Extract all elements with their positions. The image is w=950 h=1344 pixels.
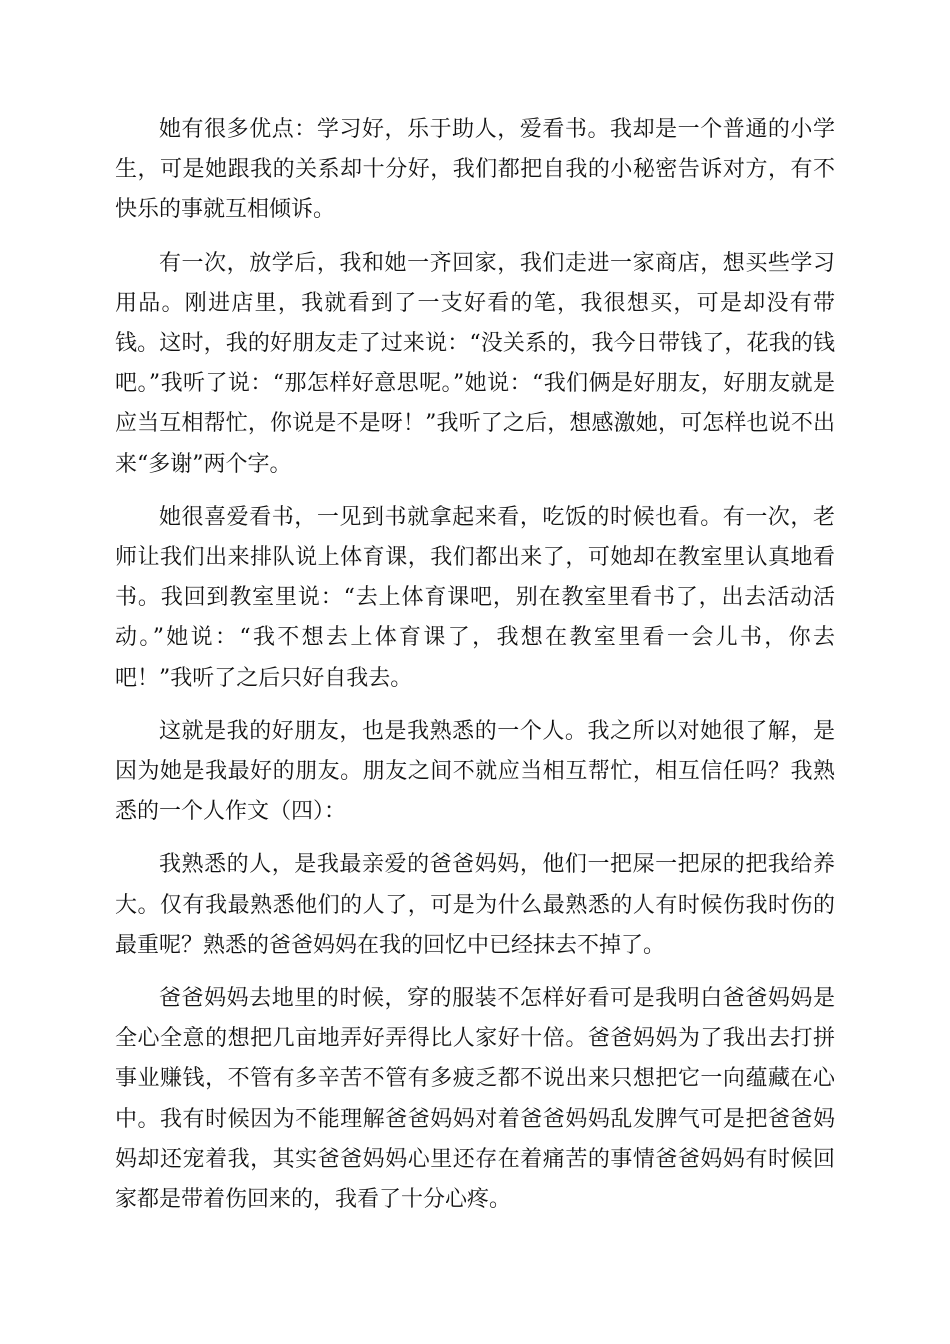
paragraph-3: 她很喜爱看书，一见到书就拿起来看，吃饭的时候也看。有一次，老师让我们出来排队说上体育课，我们都出来了，可她却在教室里认真地看书。我回到教室里说：“去上体育课吧，别在教室里看书了，出去活动活动。”她说：“我不想去上体育课了，我想在教室里看一会儿书，你去吧！”我听了之后只好自我去。 xyxy=(115,504,835,691)
paragraph-5: 我熟悉的人，是我最亲爱的爸爸妈妈，他们一把屎一把尿的把我给养大。仅有我最熟悉他们的人了，可是为什么最熟悉的人有时候伤我时伤的最重呢？熟悉的爸爸妈妈在我的回忆中已经抹去不掉了。 xyxy=(115,852,835,958)
document-page xyxy=(115,110,835,1233)
paragraph-1: 她有很多优点：学习好，乐于助人，爱看书。我却是一个普通的小学生，可是她跟我的关系却十分好，我们都把自我的小秘密告诉对方，有不快乐的事就互相倾诉。 xyxy=(115,117,835,223)
paragraph-4: 这就是我的好朋友，也是我熟悉的一个人。我之所以对她很了解，是因为她是我最好的朋友。朋友之间不就应当相互帮忙，相互信任吗？我熟悉的一个人作文（四）： xyxy=(115,718,835,825)
paragraph-6: 爸爸妈妈去地里的时候，穿的服装不怎样好看可是我明白爸爸妈妈是全心全意的想把几亩地弄好弄得比人家好十倍。爸爸妈妈为了我出去打拼事业赚钱，不管有多辛苦不管有多疲乏都不说出来只想把它一向蕴藏在心中。我有时候因为不能理解爸爸妈妈对着爸爸妈妈乱发脾气可是把爸爸妈妈却还宠着我，其实爸爸妈妈心里还存在着痛苦的事情爸爸妈妈有时候回家都是带着伤回来的，我看了十分心疼。 xyxy=(115,986,835,1213)
paragraph-2: 有一次，放学后，我和她一齐回家，我们走进一家商店，想买些学习用品。刚进店里，我就看到了一支好看的笔，我很想买，可是却没有带钱。这时，我的好朋友走了过来说：“没关系的，我今日带钱了，花我的钱吧。”我听了说：“那怎样好意思呢。”她说：“我们俩是好朋友，好朋友就是应当互相帮忙，你说是不是呀！”我听了之后，想感激她，可怎样也说不出来“多谢”两个字。 xyxy=(115,250,835,477)
